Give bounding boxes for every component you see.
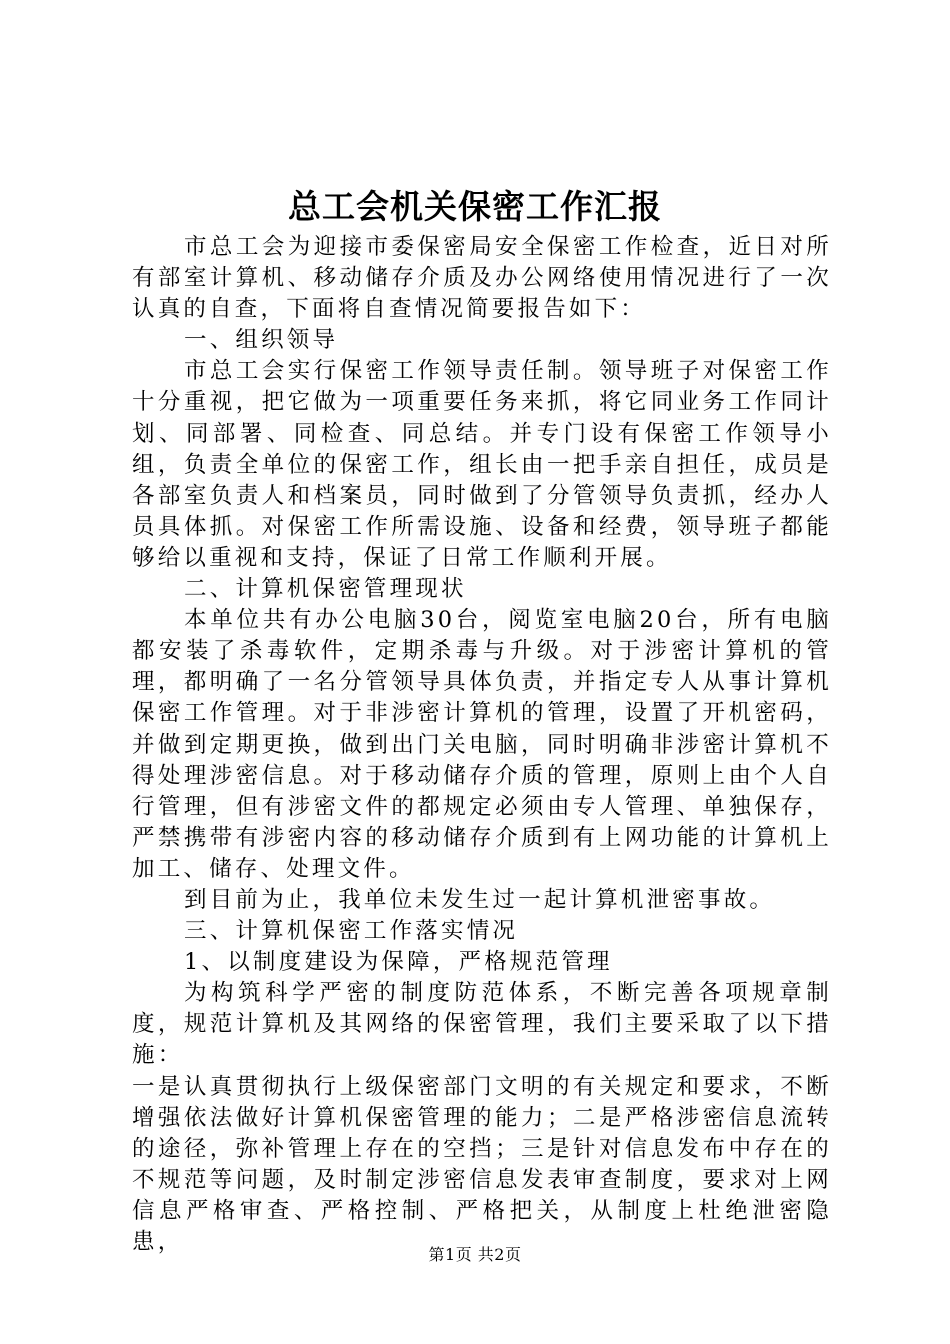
paragraph-no-incidents: 到目前为止，我单位未发生过一起计算机泄密事故。 (184, 886, 776, 913)
paragraph-intro: 市总工会为迎接市委保密局安全保密工作检查，近日对所有部室计算机、移动储存介质及办公网络使用情况进行了一次认真的自查，下面将自查情况简要报告如下： (132, 234, 832, 323)
subsection-heading-system-building: 1、以制度建设为保障，严格规范管理 (184, 949, 613, 976)
paragraph-organization: 市总工会实行保密工作领导责任制。领导班子对保密工作十分重视，把它做为一项重要任务来抓，将它同业务工作同计划、同部署、同检查、同总结。并专门设有保密工作领导小组，负责全单位的保密工作，组长由一把手亲自担任，成员是各部室负责人和档案员，同时做到了分管领导负责抓，经办人员具体抓。对保密工作所需设施、设备和经费，领导班子都能够给以重视和支持，保证了日常工作顺利开展。 (132, 358, 832, 571)
page-footer: 第1页 共2页 (428, 1245, 522, 1264)
section-heading-organization: 一、组织领导 (184, 327, 339, 354)
section-heading-implementation: 三、计算机保密工作落实情况 (184, 918, 519, 945)
paragraph-measures: 一是认真贯彻执行上级保密部门文明的有关规定和要求，不断增强依法做好计算机保密管理的能力；二是严格涉密信息流转的途径，弥补管理上存在的空挡；三是针对信息发布中存在的不规范等问题，及时制定涉密信息发表审查制度，要求对上网信息严格审查、严格控制、严格把关，从制度上杜绝泄密隐患， (132, 1073, 832, 1255)
section-heading-computer-status: 二、计算机保密管理现状 (184, 576, 467, 603)
paragraph-computer-status: 本单位共有办公电脑30台，阅览室电脑20台，所有电脑都安装了杀毒软件，定期杀毒与升级。对于涉密计算机的管理，都明确了一名分管领导具体负责，并指定专人从事计算机保密工作管理。对于非涉密计算机的管理，设置了开机密码，并做到定期更换，做到出门关电脑，同时明确非涉密计算机不得处理涉密信息。对于移动储存介质的管理，原则上由个人自行管理，但有涉密文件的都规定必须由专人管理、单独保存，严禁携带有涉密内容的移动储存介质到有上网功能的计算机上加工、储存、处理文件。 (132, 607, 832, 882)
document-body (132, 232, 832, 1258)
document-title: 总工会机关保密工作汇报 (288, 187, 662, 226)
paragraph-measures-intro: 为构筑科学严密的制度防范体系，不断完善各项规章制度，规范计算机及其网络的保密管理，我们主要采取了以下措施： (132, 980, 832, 1069)
